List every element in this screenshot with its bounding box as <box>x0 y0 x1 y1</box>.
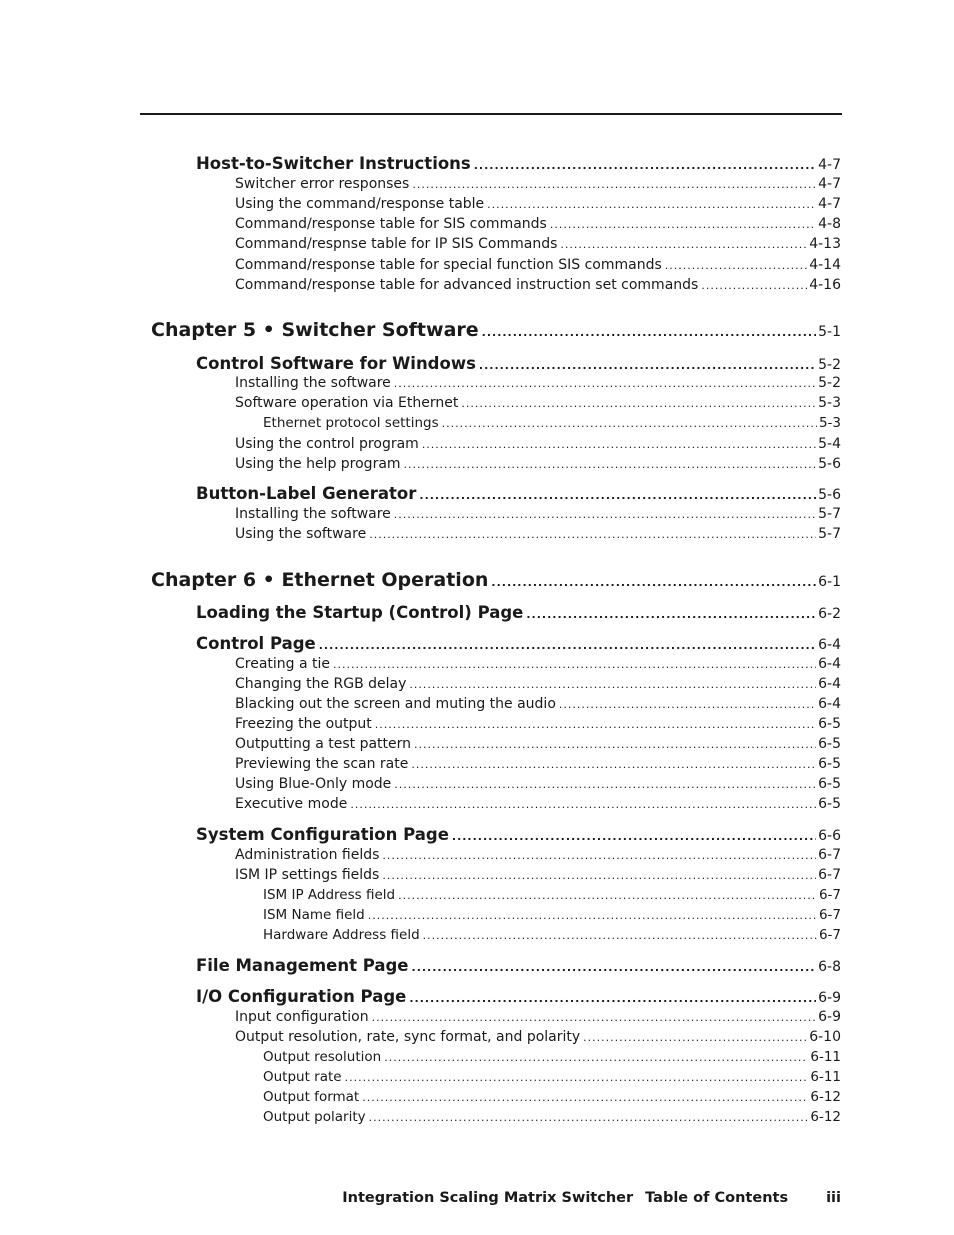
subsubsection-entry[interactable] <box>263 1109 841 1125</box>
toc-entry-page: 6-4 <box>818 637 841 653</box>
section-entry[interactable] <box>196 484 841 503</box>
toc-entry-page: 6-4 <box>818 696 841 712</box>
toc-entry-title: Output resolution, rate, sync format, and polarity <box>235 1029 581 1045</box>
toc-entry-page: 6-7 <box>818 847 841 863</box>
toc-entry-page: 4-7 <box>818 176 841 192</box>
toc-entry-title: Ethernet protocol settings <box>263 415 439 431</box>
subsection-entry[interactable] <box>235 1009 841 1025</box>
toc-entry-title: Outputting a test pattern <box>235 736 412 752</box>
subsection-entry[interactable] <box>235 456 841 472</box>
toc-entry-title: Chapter 5 • Switcher Software <box>151 319 479 341</box>
subsection-entry[interactable] <box>235 375 841 391</box>
toc-entry-page: 6-9 <box>818 990 841 1006</box>
toc-entry-title: Using the control program <box>235 436 419 452</box>
subsection-entry[interactable] <box>235 436 841 452</box>
subsection-entry[interactable] <box>235 847 841 863</box>
toc-entry-page: 4-8 <box>818 216 841 232</box>
dot-leader <box>394 377 816 390</box>
toc-entry-title: Switcher error responses <box>235 176 410 192</box>
toc-entry-page: 5-1 <box>818 324 841 340</box>
chapter-entry[interactable] <box>151 319 841 341</box>
toc-entry-title: Command/response table for special function SIS commands <box>235 257 662 273</box>
subsection-entry[interactable] <box>235 526 841 542</box>
toc-entry-title: Chapter 6 • Ethernet Operation <box>151 569 489 591</box>
section-entry[interactable] <box>196 154 841 173</box>
toc-entry-page: 6-4 <box>818 676 841 692</box>
toc-entry-page: 6-5 <box>818 776 841 792</box>
toc-entry-title: Output format <box>263 1089 360 1105</box>
dot-leader <box>345 1071 809 1084</box>
toc-entry-title: Using Blue-Only mode <box>235 776 392 792</box>
toc-entry-title: Installing the software <box>235 506 391 522</box>
dot-leader <box>369 528 816 541</box>
toc-entry-title: Loading the Startup (Control) Page <box>196 603 524 622</box>
toc-entry-page: 6-7 <box>818 887 841 903</box>
dot-leader <box>411 758 816 771</box>
toc-entry-title: Input configuration <box>235 1009 369 1025</box>
toc-entry-page: 6-12 <box>810 1109 841 1125</box>
toc-entry-page: 6-4 <box>818 656 841 672</box>
subsection-entry[interactable] <box>235 1029 841 1045</box>
page-footer <box>342 1190 841 1206</box>
subsection-entry[interactable] <box>235 216 841 232</box>
dot-leader <box>412 961 817 974</box>
subsubsection-entry[interactable] <box>263 887 841 903</box>
footer-section: Table of Contents <box>645 1190 789 1206</box>
subsection-entry[interactable] <box>235 395 841 411</box>
subsection-entry[interactable] <box>235 776 841 792</box>
dot-leader <box>350 798 816 811</box>
toc-entry-title: Creating a tie <box>235 656 331 672</box>
dot-leader <box>319 639 816 652</box>
dot-leader <box>479 359 816 372</box>
toc-entry-page: 4-13 <box>809 236 841 252</box>
dot-leader <box>442 417 817 430</box>
dot-leader <box>583 1031 807 1044</box>
toc-entry-page: 6-12 <box>810 1089 841 1105</box>
toc-entry-page: 6-6 <box>818 828 841 844</box>
dot-leader <box>368 909 817 922</box>
subsection-entry[interactable] <box>235 176 841 192</box>
toc-entry-title: ISM Name field <box>263 907 365 923</box>
section-entry[interactable] <box>196 825 841 844</box>
toc-entry-page: 4-7 <box>818 196 841 212</box>
subsection-entry[interactable] <box>235 676 841 692</box>
toc-entry-page: 5-4 <box>818 436 841 452</box>
dot-leader <box>461 397 816 410</box>
toc-entry-page: 4-7 <box>818 157 841 173</box>
dot-leader <box>482 326 816 339</box>
dot-leader <box>394 778 816 791</box>
toc-entry-title: Installing the software <box>235 375 391 391</box>
toc-entry-page: 6-11 <box>810 1049 841 1065</box>
dot-leader <box>560 238 807 251</box>
toc-entry-title: Button-Label Generator <box>196 484 417 503</box>
dot-leader <box>412 178 816 191</box>
dot-leader <box>491 576 816 589</box>
dot-leader <box>404 458 817 471</box>
toc-entry-title: Previewing the scan rate <box>235 756 409 772</box>
toc-entry-page: 6-11 <box>810 1069 841 1085</box>
dot-leader <box>409 678 816 691</box>
toc-entry-title: ISM IP settings fields <box>235 867 380 883</box>
subsection-entry[interactable] <box>235 196 841 212</box>
subsubsection-entry[interactable] <box>263 927 841 943</box>
dot-leader <box>375 718 816 731</box>
dot-leader <box>382 869 816 882</box>
toc-entry-page: 4-16 <box>809 277 841 293</box>
subsection-entry[interactable] <box>235 257 841 273</box>
section-entry[interactable] <box>196 603 841 622</box>
toc-entry-title: Executive mode <box>235 796 348 812</box>
section-entry[interactable] <box>196 634 841 653</box>
toc-entry-title: Output polarity <box>263 1109 366 1125</box>
toc-entry-page: 5-3 <box>818 415 841 431</box>
dot-leader <box>701 279 807 292</box>
toc-entry-page: 6-5 <box>818 716 841 732</box>
dot-leader <box>362 1091 808 1104</box>
toc-entry-title: Using the help program <box>235 456 401 472</box>
toc-entry-page: 6-9 <box>818 1009 841 1025</box>
toc-entry-title: Control Software for Windows <box>196 354 476 373</box>
section-entry[interactable] <box>196 956 841 975</box>
dot-leader <box>487 198 816 211</box>
toc-entry-page: 6-8 <box>818 959 841 975</box>
toc-entry-title: Control Page <box>196 634 316 653</box>
toc-entry-page: 4-14 <box>809 257 841 273</box>
toc-entry-title: Command/respnse table for IP SIS Commands <box>235 236 558 252</box>
toc-entry-page: 5-7 <box>818 526 841 542</box>
toc-entry-title: Using the command/response table <box>235 196 485 212</box>
dot-leader <box>398 889 817 902</box>
toc-entry-page: 6-1 <box>818 574 841 590</box>
toc-entry-page: 5-2 <box>818 375 841 391</box>
dot-leader <box>419 489 816 502</box>
toc-entry-page: 6-5 <box>818 736 841 752</box>
toc-entry-page: 6-10 <box>809 1029 841 1045</box>
subsection-entry[interactable] <box>235 696 841 712</box>
subsubsection-entry[interactable] <box>263 1089 841 1105</box>
toc-entry-page: 6-5 <box>818 756 841 772</box>
footer-product: Integration Scaling Matrix Switcher <box>342 1190 634 1206</box>
dot-leader <box>409 992 816 1005</box>
section-entry[interactable] <box>196 987 841 1006</box>
toc-entry-page: 5-7 <box>818 506 841 522</box>
toc-entry-title: Command/response table for SIS commands <box>235 216 547 232</box>
dot-leader <box>333 658 816 671</box>
dot-leader <box>394 508 816 521</box>
subsection-entry[interactable] <box>235 867 841 883</box>
toc-entry-page: 5-6 <box>818 487 841 503</box>
toc-entry-title: File Management Page <box>196 956 409 975</box>
toc-entry-page: 6-5 <box>818 796 841 812</box>
dot-leader <box>384 1051 808 1064</box>
toc-entry-title: Blacking out the screen and muting the audio <box>235 696 556 712</box>
subsection-entry[interactable] <box>235 277 841 293</box>
subsubsection-entry[interactable] <box>263 907 841 923</box>
toc-entry-title: Hardware Address field <box>263 927 420 943</box>
subsection-entry[interactable] <box>235 506 841 522</box>
subsection-entry[interactable] <box>235 716 841 732</box>
dot-leader <box>422 438 816 451</box>
toc-entry-title: System Configuration Page <box>196 825 449 844</box>
toc-entry-page: 5-2 <box>818 357 841 373</box>
subsection-entry[interactable] <box>235 736 841 752</box>
header-rule <box>140 113 842 115</box>
chapter-entry[interactable] <box>151 569 841 591</box>
dot-leader <box>526 608 816 621</box>
dot-leader <box>369 1111 809 1124</box>
dot-leader <box>423 929 817 942</box>
subsection-entry[interactable] <box>235 236 841 252</box>
toc-entry-page: 5-3 <box>818 395 841 411</box>
toc-entry-title: Host-to-Switcher Instructions <box>196 154 471 173</box>
dot-leader <box>550 218 816 231</box>
section-entry[interactable] <box>196 354 841 373</box>
dot-leader <box>372 1011 817 1024</box>
footer-page-number: iii <box>826 1190 841 1206</box>
toc-entry-page: 6-7 <box>818 867 841 883</box>
toc-entry-page: 6-7 <box>818 927 841 943</box>
dot-leader <box>414 738 816 751</box>
toc-entry-page: 5-6 <box>818 456 841 472</box>
subsection-entry[interactable] <box>235 756 841 772</box>
subsubsection-entry[interactable] <box>263 1069 841 1085</box>
toc-entry-title: I/O Configuration Page <box>196 987 407 1006</box>
subsection-entry[interactable] <box>235 656 841 672</box>
subsubsection-entry[interactable] <box>263 1049 841 1065</box>
subsection-entry[interactable] <box>235 796 841 812</box>
dot-leader <box>559 698 816 711</box>
dot-leader <box>452 830 816 843</box>
toc-entry-title: Command/response table for advanced instruction set commands <box>235 277 699 293</box>
subsubsection-entry[interactable] <box>263 415 841 431</box>
dot-leader <box>665 259 807 272</box>
toc-entry-page: 6-2 <box>818 606 841 622</box>
toc-entry-title: ISM IP Address field <box>263 887 396 903</box>
toc-entry-title: Freezing the output <box>235 716 372 732</box>
dot-leader <box>474 159 816 172</box>
toc-entry-page: 6-7 <box>818 907 841 923</box>
dot-leader <box>382 849 816 862</box>
toc-entry-title: Output rate <box>263 1069 342 1085</box>
toc-entry-title: Output resolution <box>263 1049 382 1065</box>
toc-entry-title: Changing the RGB delay <box>235 676 407 692</box>
toc-entry-title: Software operation via Ethernet <box>235 395 459 411</box>
toc-entry-title: Administration fields <box>235 847 380 863</box>
toc-entry-title: Using the software <box>235 526 367 542</box>
